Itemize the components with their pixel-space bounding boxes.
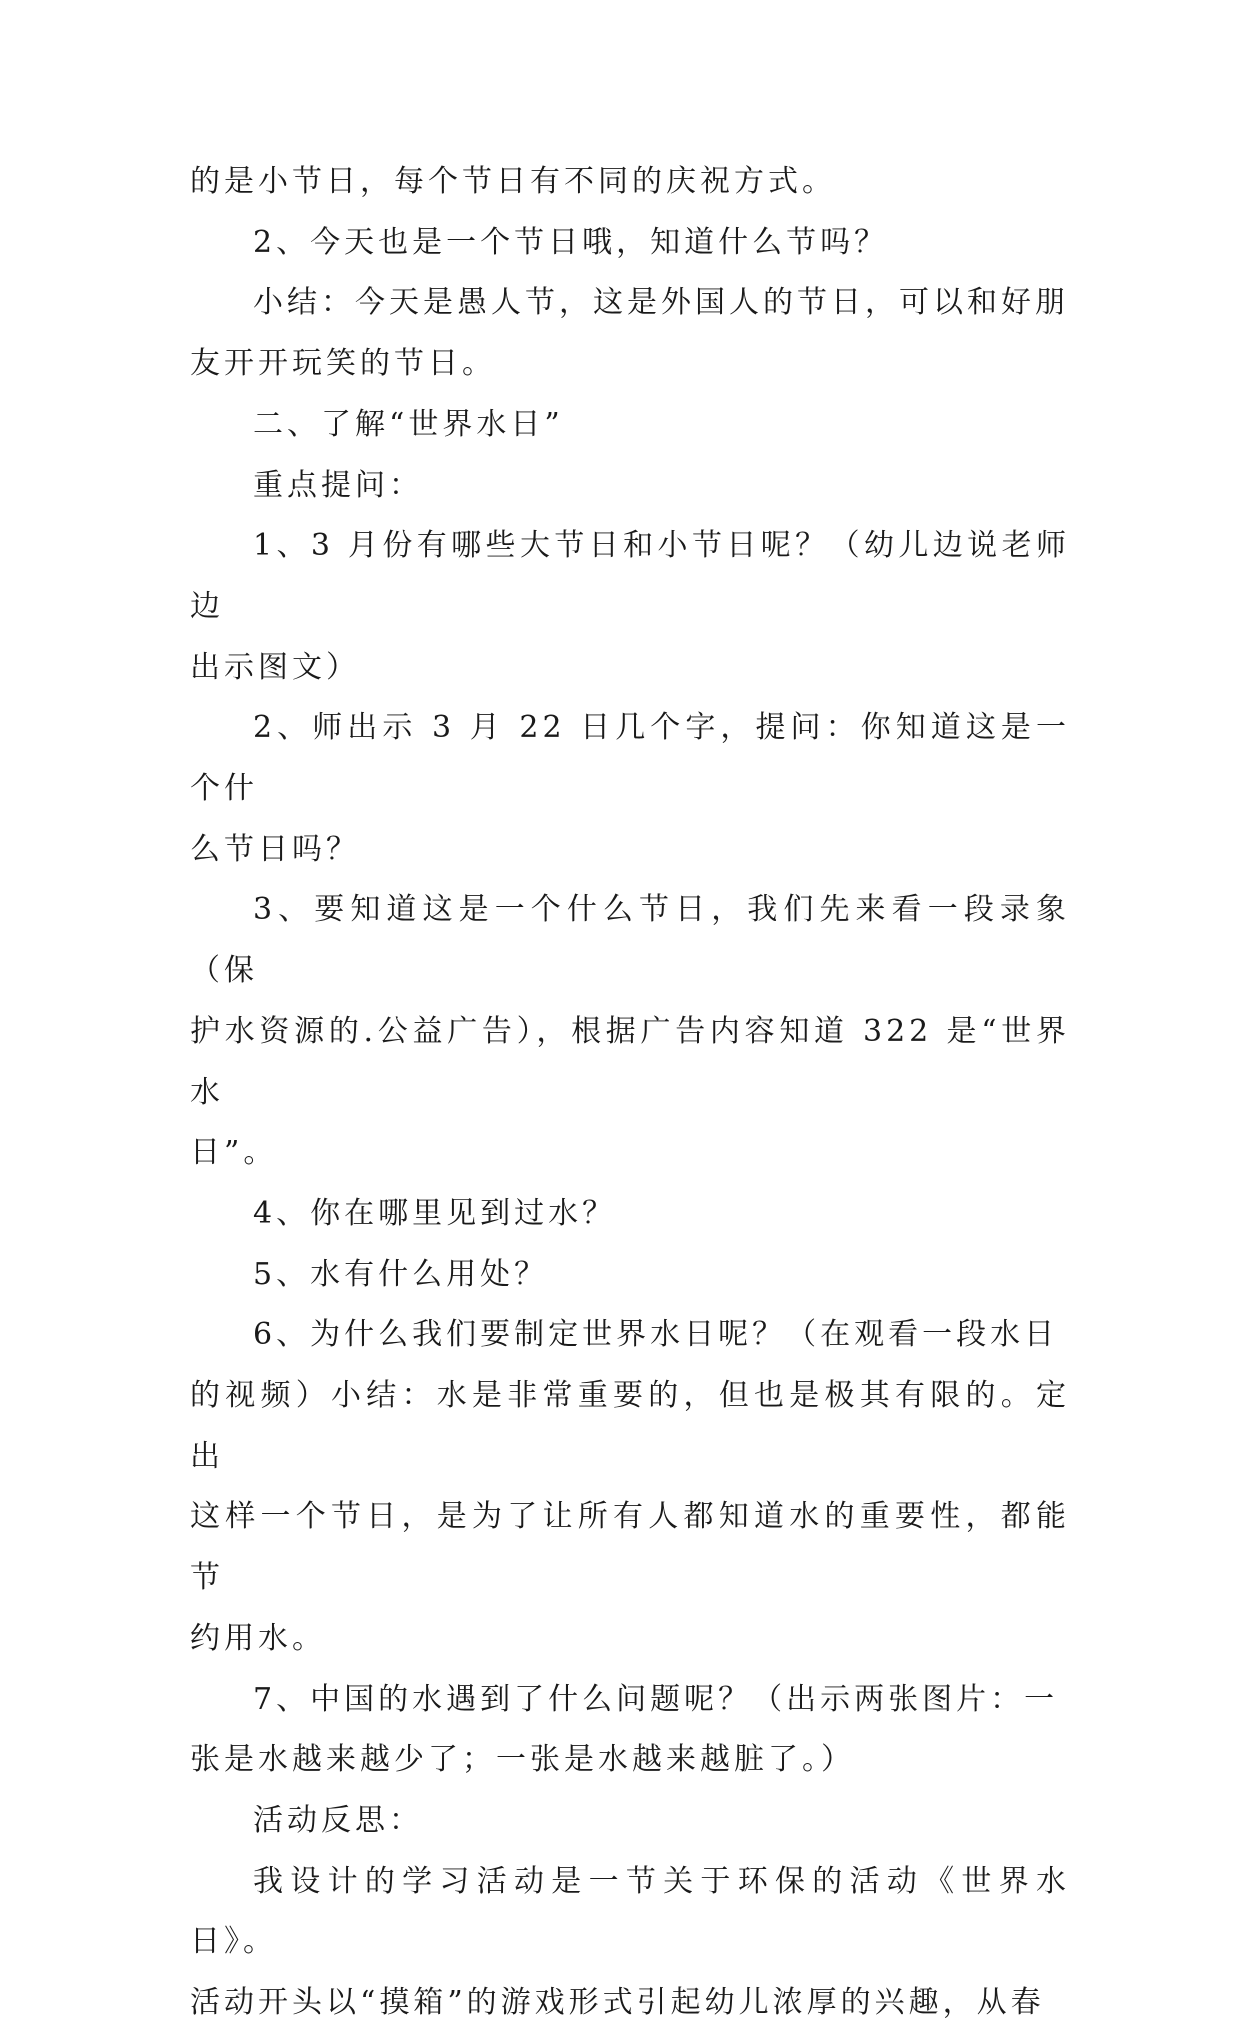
text-line: 友开开玩笑的节日。 bbox=[190, 346, 496, 382]
paragraph-continuation bbox=[190, 638, 1070, 699]
text-line: 5、水有什么用处？ bbox=[253, 1256, 549, 1292]
text-line: 7、中国的水遇到了什么问题呢？（出示两张图片：一 bbox=[253, 1681, 1059, 1717]
text-line: 这样一个节日，是为了让所有人都知道水的重要性，都能节 bbox=[190, 1499, 1070, 1596]
paragraph-continuation bbox=[190, 1730, 1070, 1791]
paragraph-continuation bbox=[190, 1487, 1070, 1608]
text-line: 3、要知道这是一个什么节日，我们先来看一段录象（保 bbox=[190, 892, 1070, 989]
text-line: 我设计的学习活动是一节关于环保的活动《世界水日》。 bbox=[190, 1863, 1070, 1960]
paragraph bbox=[190, 1184, 1070, 1245]
section-heading bbox=[190, 395, 1070, 456]
paragraph-continuation bbox=[190, 1002, 1070, 1123]
text-line: 活动开头以“摸箱”的游戏形式引起幼儿浓厚的兴趣，从春 bbox=[190, 1985, 1045, 2021]
text-line: 活动反思： bbox=[253, 1802, 423, 1838]
text-line: 二、了解“世界水日” bbox=[253, 406, 564, 442]
text-line: 么节日吗？ bbox=[190, 831, 360, 867]
paragraph-continuation bbox=[190, 820, 1070, 881]
paragraph-continuation bbox=[190, 334, 1070, 395]
text-line: 出示图文） bbox=[190, 649, 360, 685]
paragraph bbox=[190, 880, 1070, 1001]
text-line: 重点提问： bbox=[253, 467, 423, 503]
text-line: 的视频）小结：水是非常重要的，但也是极其有限的。定出 bbox=[190, 1378, 1070, 1474]
paragraph-continuation bbox=[190, 1123, 1070, 1184]
text-line: 张是水越来越少了；一张是水越来越脏了。） bbox=[190, 1742, 855, 1778]
text-line: 的是小节日，每个节日有不同的庆祝方式。 bbox=[190, 164, 836, 199]
paragraph bbox=[190, 273, 1070, 334]
text-line: 护水资源的.公益广告），根据广告内容知道 322 是“世界水 bbox=[190, 1013, 1070, 1110]
text-line: 1、3 月份有哪些大节日和小节日呢？（幼儿边说老师边 bbox=[190, 528, 1070, 624]
document-page bbox=[190, 152, 1070, 2034]
text-line: 2、今天也是一个节日哦，知道什么节吗？ bbox=[253, 224, 889, 260]
paragraph bbox=[190, 516, 1070, 637]
paragraph bbox=[190, 1852, 1070, 1973]
paragraph bbox=[190, 152, 1070, 213]
text-line: 6、为什么我们要制定世界水日呢？（在观看一段水日 bbox=[253, 1317, 1059, 1353]
paragraph bbox=[190, 698, 1070, 819]
paragraph bbox=[190, 1670, 1070, 1731]
paragraph bbox=[190, 213, 1070, 274]
section-heading bbox=[190, 1791, 1070, 1852]
text-line: 小结：今天是愚人节，这是外国人的节日，可以和好朋 bbox=[253, 285, 1069, 321]
paragraph bbox=[190, 1245, 1070, 1306]
text-line: 4、你在哪里见到过水？ bbox=[253, 1195, 617, 1231]
paragraph-continuation bbox=[190, 1609, 1070, 1670]
paragraph bbox=[190, 456, 1070, 517]
text-line: 约用水。 bbox=[190, 1620, 326, 1656]
paragraph-continuation bbox=[190, 1366, 1070, 1487]
paragraph-continuation bbox=[190, 1973, 1070, 2034]
text-line: 2、师出示 3 月 22 日几个字，提问：你知道这是一个什 bbox=[190, 710, 1070, 807]
paragraph bbox=[190, 1305, 1070, 1366]
text-line: 日”。 bbox=[190, 1135, 278, 1171]
